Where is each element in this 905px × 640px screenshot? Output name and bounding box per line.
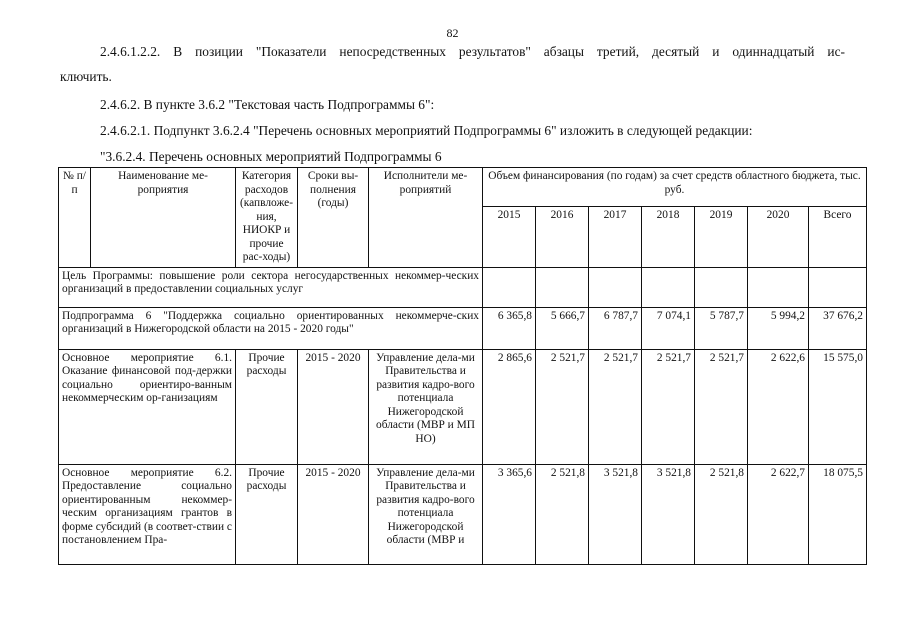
- value-cell: 2 521,7: [695, 349, 748, 464]
- paragraph-2-4-6-1-2-2-continuation: ключить.: [60, 69, 112, 84]
- goal-text: Цель Программы: повышение роли сектора негосударственных некоммер-ческих организаций в предоставлении социальных услуг: [59, 267, 483, 307]
- value-cell: 5 994,2: [748, 307, 809, 349]
- header-executors: Исполнители ме-роприятий: [369, 168, 483, 268]
- paragraph-2-4-6-1-2-2: 2.4.6.1.2.2. В позиции "Показатели непосредственных результатов" абзацы третий, десятый и одиннадцатый ис-: [100, 44, 845, 59]
- measure-terms: 2015 - 2020: [298, 349, 369, 464]
- value-cell-total: 18 075,5: [809, 464, 867, 564]
- header-num: № п/п: [59, 168, 91, 268]
- header-year-2015: 2015: [483, 207, 536, 267]
- measure-category: Прочие расходы: [236, 349, 298, 464]
- value-cell: 2 521,8: [536, 464, 589, 564]
- value-cell: 2 521,7: [536, 349, 589, 464]
- goal-row: [59, 267, 867, 307]
- header-row: [59, 168, 867, 207]
- value-cell: 3 521,8: [642, 464, 695, 564]
- list-heading-3-6-2-4: "3.6.2.4. Перечень основных мероприятий Подпрограммы 6: [100, 149, 442, 164]
- header-category: Категория расходов (капвложе-ния, НИОКР и прочие рас-ходы): [236, 168, 298, 268]
- table-row-measure-6-1: [59, 349, 867, 464]
- value-cell: 2 622,6: [748, 349, 809, 464]
- paragraph-2-4-6-2: 2.4.6.2. В пункте 3.6.2 "Текстовая часть Подпрограммы 6":: [100, 97, 435, 112]
- value-cell: 3 521,8: [589, 464, 642, 564]
- measure-executors: Управление дела-ми Правительства и развития кадро-вого потенциала Нижегородской области (МВР и МП НО): [369, 349, 483, 464]
- empty-cell: [642, 267, 695, 307]
- empty-cell: [589, 267, 642, 307]
- table-row-measure-6-2: [59, 464, 867, 564]
- header-year-2019: 2019: [695, 207, 748, 267]
- value-cell: 2 521,7: [589, 349, 642, 464]
- value-cell: 7 074,1: [642, 307, 695, 349]
- measure-name: Основное мероприятие 6.1. Оказание финансовой под-держки социально ориентиро-ванным некоммерческим ор-ганизациям: [59, 349, 236, 464]
- header-year-2020: 2020: [748, 207, 809, 267]
- value-cell: 2 622,7: [748, 464, 809, 564]
- measure-executors: Управление дела-ми Правительства и развития кадро-вого потенциала Нижегородской области (МВР и: [369, 464, 483, 564]
- value-cell: 6 365,8: [483, 307, 536, 349]
- measure-name: Основное мероприятие 6.2. Предоставление социально ориентированным некоммер-ческим организациям грантов в форме субсидий (в соответ-ствии с постановлением Пра-: [59, 464, 236, 564]
- header-total: Всего: [809, 207, 867, 267]
- header-year-2018: 2018: [642, 207, 695, 267]
- value-cell: 2 521,8: [695, 464, 748, 564]
- measures-table: [58, 167, 867, 565]
- value-cell: 2 865,6: [483, 349, 536, 464]
- measure-terms: 2015 - 2020: [298, 464, 369, 564]
- value-cell-total: 37 676,2: [809, 307, 867, 349]
- value-cell: 5 666,7: [536, 307, 589, 349]
- value-cell-total: 15 575,0: [809, 349, 867, 464]
- empty-cell: [695, 267, 748, 307]
- header-terms: Сроки вы-полнения (годы): [298, 168, 369, 268]
- header-funding: Объем финансирования (по годам) за счет средств областного бюджета, тыс. руб.: [483, 168, 867, 207]
- header-year-2016: 2016: [536, 207, 589, 267]
- page-number: 82: [446, 26, 459, 40]
- measure-category: Прочие расходы: [236, 464, 298, 564]
- header-name: Наименование ме-роприятия: [91, 168, 236, 268]
- value-cell: 3 365,6: [483, 464, 536, 564]
- header-year-2017: 2017: [589, 207, 642, 267]
- empty-cell: [809, 267, 867, 307]
- subprogram-label: Подпрограмма 6 "Поддержка социально ориентированных некоммерче-ских организаций в Нижегородской области на 2015 - 2020 годы": [59, 307, 483, 349]
- empty-cell: [483, 267, 536, 307]
- paragraph-2-4-6-2-1: 2.4.6.2.1. Подпункт 3.6.2.4 "Перечень основных мероприятий Подпрограммы 6" изложить в следующей редакции:: [100, 123, 753, 138]
- empty-cell: [536, 267, 589, 307]
- empty-cell: [748, 267, 809, 307]
- subprogram-row: [59, 307, 867, 349]
- value-cell: 2 521,7: [642, 349, 695, 464]
- value-cell: 6 787,7: [589, 307, 642, 349]
- value-cell: 5 787,7: [695, 307, 748, 349]
